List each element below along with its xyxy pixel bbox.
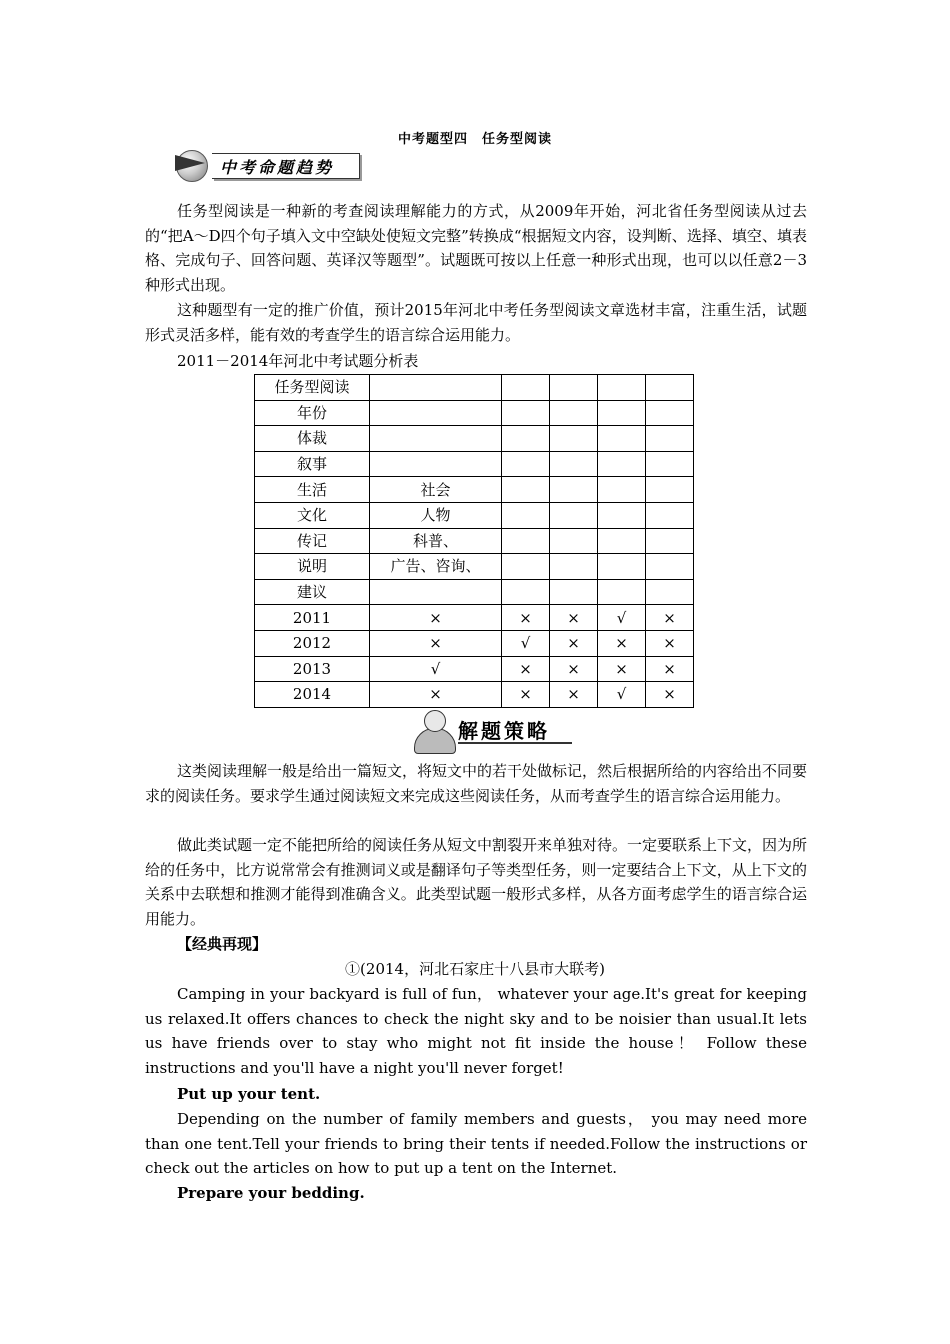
page-title: 中考题型四 任务型阅读 — [397, 132, 552, 147]
table-cell — [598, 451, 646, 477]
table-cell: 2011 — [255, 605, 370, 631]
table-cell — [502, 528, 550, 554]
analysis-table — [254, 374, 694, 708]
table-cell: × — [598, 656, 646, 682]
table-cell: 2012 — [255, 630, 370, 656]
table-cell — [550, 426, 598, 452]
table-cell: 文化 — [255, 502, 370, 528]
table-cell — [646, 579, 694, 605]
table-cell: × — [502, 682, 550, 708]
table-cell — [646, 477, 694, 503]
table-cell: × — [550, 630, 598, 656]
table-cell — [502, 400, 550, 426]
table-cell — [370, 400, 502, 426]
table-cell — [550, 579, 598, 605]
table-cell — [370, 375, 502, 401]
table-cell — [370, 579, 502, 605]
strategy-banner — [412, 707, 572, 753]
table-cell: × — [502, 656, 550, 682]
table-cell — [550, 528, 598, 554]
table-cell — [598, 579, 646, 605]
table-cell — [502, 477, 550, 503]
table-cell: × — [370, 605, 502, 631]
table-cell — [646, 554, 694, 580]
table-cell: 广告、咨询、 — [370, 554, 502, 580]
table-cell — [646, 528, 694, 554]
table-cell — [550, 477, 598, 503]
table-cell: 叙事 — [255, 451, 370, 477]
table-row — [255, 656, 694, 682]
passage-heading-2: Prepare your bedding. — [177, 1184, 365, 1202]
passage-paragraph-1: Camping in your backyard is full of fun， whatever your age.It's great for keeping us relaxed.It offers chances to check the night sky and to be noisier than usual.It lets us have friends over to stay who might not fit inside the house！ Follow these instructions and you'll have a night you'll never forget! — [145, 985, 807, 1077]
table-cell: 2013 — [255, 656, 370, 682]
table-cell — [646, 451, 694, 477]
table-cell: 体裁 — [255, 426, 370, 452]
trend-banner-label: 中考命题趋势 — [212, 153, 360, 179]
table-cell: × — [502, 605, 550, 631]
table-cell — [646, 426, 694, 452]
table-cell — [502, 554, 550, 580]
table-cell — [370, 451, 502, 477]
table-cell: 说明 — [255, 554, 370, 580]
table-cell: √ — [598, 682, 646, 708]
table-cell: × — [646, 605, 694, 631]
table-cell — [550, 451, 598, 477]
intro-paragraph-1: 任务型阅读是一种新的考查阅读理解能力的方式，从2009年开始，河北省任务型阅读从过去的“把A～D四个句子填入文中空缺处使短文完整”转换成“根据短文内容，设判断、选择、填空、填表格、完成句子、回答问题、英译汉等题型”。试题既可按以上任意一种形式出现，也可以以任意2－3种形式出现。 — [145, 202, 807, 294]
table-cell — [598, 502, 646, 528]
table-cell — [502, 375, 550, 401]
table-cell — [646, 502, 694, 528]
table-cell: √ — [598, 605, 646, 631]
source-line: ①(2014，河北石家庄十八县市大联考) — [345, 960, 605, 978]
table-cell — [598, 426, 646, 452]
table-cell: 人物 — [370, 502, 502, 528]
table-cell — [550, 375, 598, 401]
table-cell: × — [550, 605, 598, 631]
table-row — [255, 579, 694, 605]
table-cell: 2014 — [255, 682, 370, 708]
passage-heading-1: Put up your tent. — [177, 1085, 321, 1103]
table-cell — [598, 477, 646, 503]
table-cell: × — [646, 630, 694, 656]
table-cell: 建议 — [255, 579, 370, 605]
table-cell: × — [646, 682, 694, 708]
table-cell — [598, 400, 646, 426]
strategy-banner-label: 解题策略 — [458, 716, 572, 744]
table-cell: √ — [370, 656, 502, 682]
student-icon — [412, 708, 456, 752]
table-cell: 任务型阅读 — [255, 375, 370, 401]
table-cell: 生活 — [255, 477, 370, 503]
table-cell — [370, 426, 502, 452]
table-cell — [646, 400, 694, 426]
table-cell — [598, 375, 646, 401]
table-cell — [550, 502, 598, 528]
table-row — [255, 477, 694, 503]
table-cell — [598, 528, 646, 554]
table-cell — [550, 554, 598, 580]
table-cell: 科普、 — [370, 528, 502, 554]
table-row — [255, 502, 694, 528]
table-row — [255, 400, 694, 426]
table-cell — [550, 400, 598, 426]
table-cell: 传记 — [255, 528, 370, 554]
table-cell: × — [370, 682, 502, 708]
table-row — [255, 682, 694, 708]
passage-paragraph-2: Depending on the number of family members and guests， you may need more than one tent.Tell your friends to bring their tents if needed.Follow the instructions or check out the articles on how to put up a tent on the Internet. — [145, 1110, 807, 1178]
table-cell: √ — [502, 630, 550, 656]
table-cell: 年份 — [255, 400, 370, 426]
table-row — [255, 605, 694, 631]
table-cell: × — [550, 682, 598, 708]
table-row — [255, 630, 694, 656]
intro-paragraph-2: 这种题型有一定的推广价值，预计2015年河北中考任务型阅读文章选材丰富，注重生活，试题形式灵活多样，能有效的考查学生的语言综合运用能力。 — [145, 301, 807, 344]
table-cell — [502, 426, 550, 452]
strategy-paragraph-2: 做此类试题一定不能把所给的阅读任务从短文中割裂开来单独对待。一定要联系上下文，因为所给的任务中，比方说常常会有推测词义或是翻译句子等类型任务，则一定要结合上下文，从上下文的关系中去联想和推测才能得到准确含义。此类型试题一般形式多样，从各方面考虑学生的语言综合运用能力。 — [145, 836, 808, 928]
table-cell — [502, 451, 550, 477]
strategy-paragraph-1: 这类阅读理解一般是给出一篇短文，将短文中的若干处做标记，然后根据所给的内容给出不同要求的阅读任务。要求学生通过阅读短文来完成这些阅读任务，从而考查学生的语言综合运用能力。 — [145, 762, 808, 805]
table-cell — [502, 579, 550, 605]
table-row — [255, 554, 694, 580]
ball-icon — [176, 150, 208, 182]
table-row — [255, 426, 694, 452]
classic-label: 【经典再现】 — [177, 935, 268, 953]
table-cell: × — [646, 656, 694, 682]
table-row — [255, 451, 694, 477]
table-cell: × — [370, 630, 502, 656]
table-cell — [646, 375, 694, 401]
table-cell: 社会 — [370, 477, 502, 503]
table-cell — [502, 502, 550, 528]
trend-banner — [176, 148, 360, 184]
table-row — [255, 528, 694, 554]
table-caption: 2011－2014年河北中考试题分析表 — [177, 352, 419, 370]
table-cell: × — [550, 656, 598, 682]
table-cell — [598, 554, 646, 580]
table-cell: × — [598, 630, 646, 656]
table-row — [255, 375, 694, 401]
